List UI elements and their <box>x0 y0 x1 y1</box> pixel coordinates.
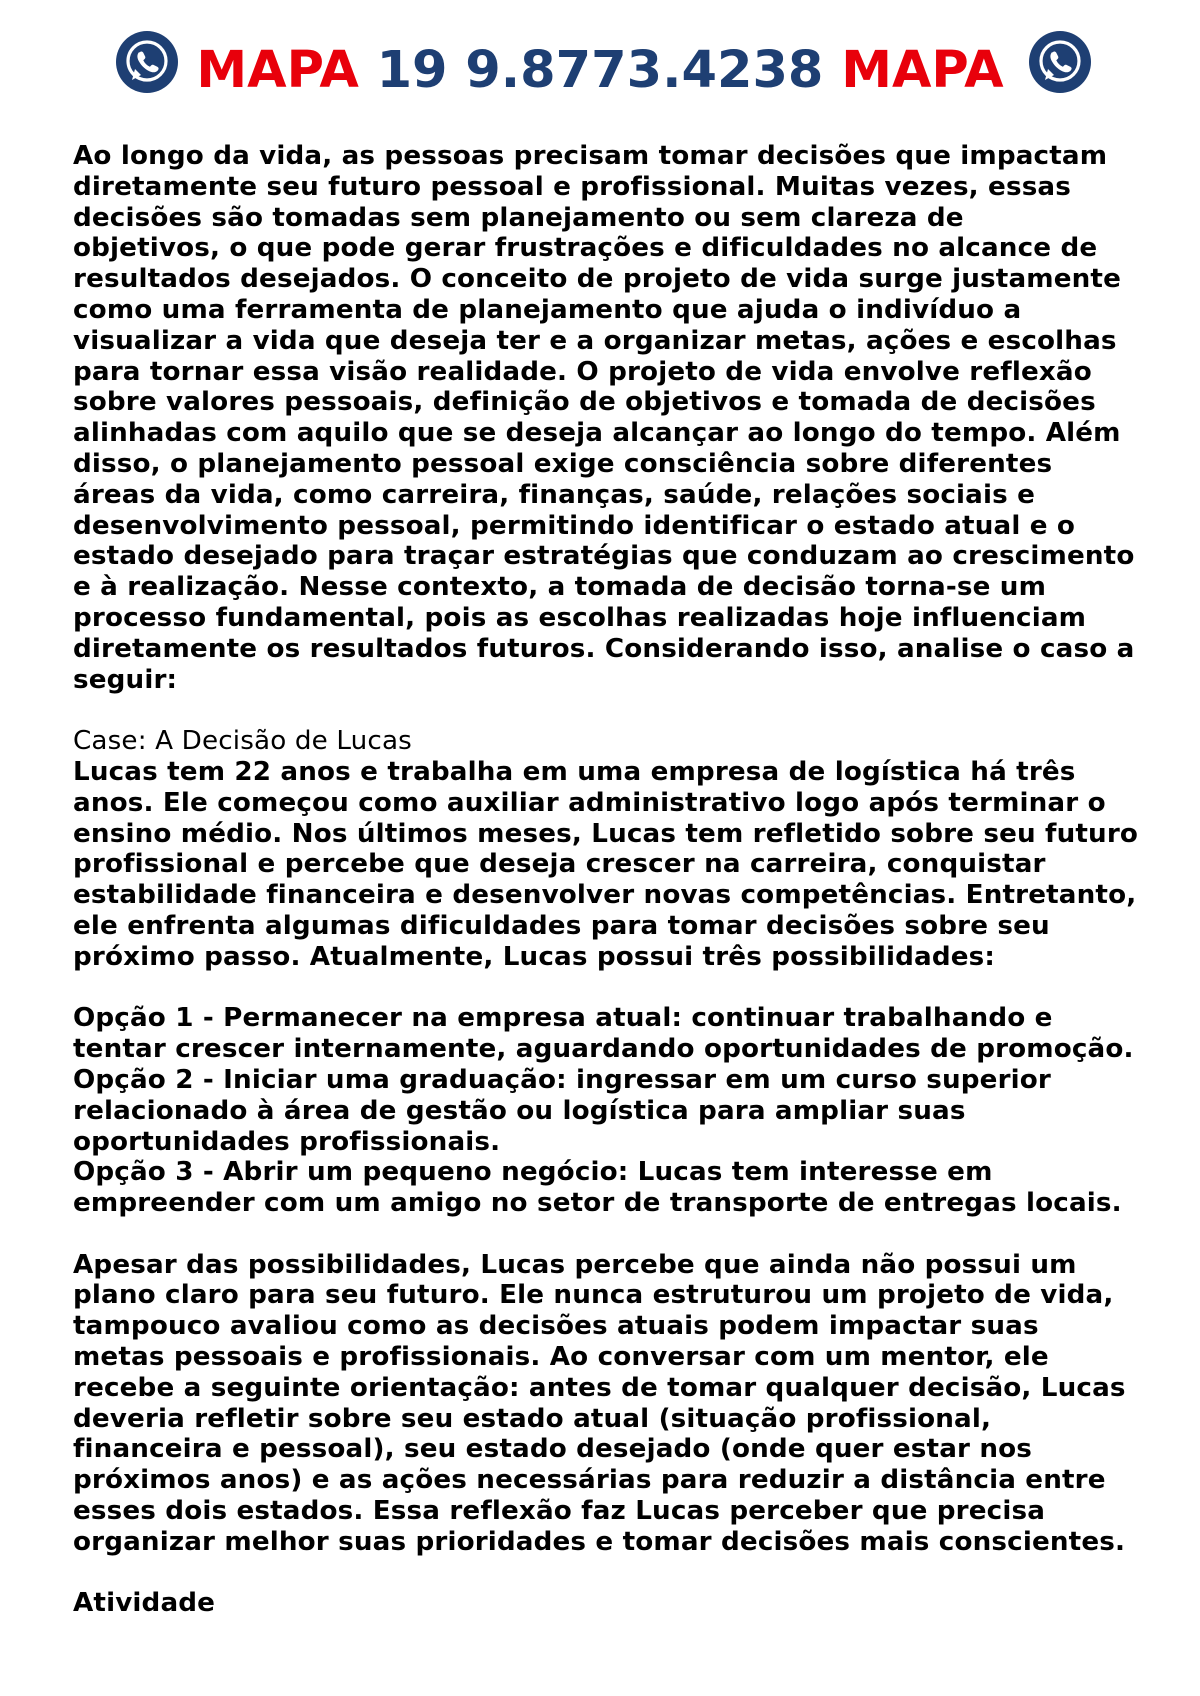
paragraph-gap <box>73 695 1163 726</box>
text-line: Ao longo da vida, as pessoas precisam tomar decisões que impactam <box>73 141 1108 171</box>
header-phone: 19 9.8773.4238 <box>376 41 824 100</box>
text-line: profissional e percebe que deseja crescer na carreira, conquistar <box>73 849 1046 880</box>
text-line: deveria refletir sobre seu estado atual (situação profissional, <box>73 1403 992 1434</box>
case-title: Case: A Decisão de Lucas <box>73 726 412 757</box>
whatsapp-icon <box>1028 30 1092 94</box>
text-line: Opção 1 - Permanecer na empresa atual: continuar trabalhando e <box>73 1003 1053 1034</box>
text-line: e à realização. Nesse contexto, a tomada de decisão torna-se um <box>73 572 1047 603</box>
activity-title: Atividade <box>73 1588 216 1619</box>
text-line: anos. Ele começou como auxiliar administrativo logo após terminar o <box>73 787 1106 818</box>
text-line: diretamente seu futuro pessoal e profissional. Muitas vezes, essas <box>73 171 1071 202</box>
header-title <box>0 40 1200 102</box>
text-line: visualizar a vida que deseja ter e a organizar metas, ações e escolhas <box>73 325 1117 356</box>
text-line: empreender com um amigo no setor de transporte de entregas locais. <box>73 1188 1122 1219</box>
text-line: disso, o planejamento pessoal exige consciência sobre diferentes <box>73 448 1053 479</box>
paragraph-gap <box>73 1219 1163 1250</box>
text-line: áreas da vida, como carreira, finanças, saúde, relações sociais e <box>73 479 1036 510</box>
text-line: próximo passo. Atualmente, Lucas possui três possibilidades: <box>73 941 995 972</box>
text-line: objetivos, o que pode gerar frustrações e dificuldades no alcance de <box>73 233 1098 264</box>
text-line: esses dois estados. Essa reflexão faz Lucas perceber que precisa <box>73 1496 1046 1527</box>
conclusion-paragraph <box>73 1250 1163 1558</box>
text-line: como uma ferramenta de planejamento que ajuda o indivíduo a <box>73 294 1022 325</box>
text-line: estabilidade financeira e desenvolver novas competências. Entretanto, <box>73 880 1137 911</box>
document-body <box>73 141 1163 1619</box>
text-line: para tornar essa visão realidade. O projeto de vida envolve reflexão <box>73 356 1092 387</box>
text-line: alinhadas com aquilo que se deseja alcançar ao longo do tempo. Além <box>73 418 1121 449</box>
page-header <box>0 22 1200 122</box>
text-line: sobre valores pessoais, definição de objetivos e tomada de decisões <box>73 387 1096 418</box>
text-line: Lucas tem 22 anos e trabalha em uma empresa de logística há três <box>73 756 1076 787</box>
text-line: tampouco avaliou como as decisões atuais podem impactar suas <box>73 1311 1039 1342</box>
text-line: relacionado à área de gestão ou logística para ampliar suas <box>73 1095 966 1126</box>
text-line: decisões são tomadas sem planejamento ou sem clareza de <box>73 202 964 233</box>
text-line: próximos anos) e as ações necessárias para reduzir a distância entre <box>73 1465 1106 1496</box>
text-line: oportunidades profissionais. <box>73 1126 501 1157</box>
intro-paragraph <box>73 141 1163 695</box>
text-line: ensino médio. Nos últimos meses, Lucas tem refletido sobre seu futuro <box>73 818 1139 849</box>
text-line: resultados desejados. O conceito de projeto de vida surge justamente <box>73 264 1122 295</box>
text-line: estado desejado para traçar estratégias que conduzam ao crescimento <box>73 541 1135 572</box>
text-line: tentar crescer internamente, aguardando oportunidades de promoção. <box>73 1034 1134 1065</box>
text-line: ele enfrenta algumas dificuldades para tomar decisões sobre seu <box>73 910 1050 941</box>
text-line: Opção 2 - Iniciar uma graduação: ingressar em um curso superior <box>73 1064 1051 1095</box>
paragraph-gap <box>73 1558 1163 1589</box>
text-line: seguir: <box>73 664 178 695</box>
text-line: metas pessoais e profissionais. Ao conversar com um mentor, ele <box>73 1342 1049 1373</box>
case-section <box>73 726 1163 972</box>
text-line: organizar melhor suas prioridades e tomar decisões mais conscientes. <box>73 1526 1126 1557</box>
header-right-word: MAPA <box>841 41 1004 100</box>
paragraph-gap <box>73 973 1163 1004</box>
text-line: desenvolvimento pessoal, permitindo identificar o estado atual e o <box>73 510 1076 541</box>
text-line: Apesar das possibilidades, Lucas percebe que ainda não possui um <box>73 1249 1077 1280</box>
text-line: Opção 3 - Abrir um pequeno negócio: Lucas tem interesse em <box>73 1157 993 1188</box>
text-line: financeira e pessoal), seu estado desejado (onde quer estar nos <box>73 1434 1033 1465</box>
options-section <box>73 1003 1163 1219</box>
text-line: processo fundamental, pois as escolhas realizadas hoje influenciam <box>73 602 1087 633</box>
text-line: diretamente os resultados futuros. Considerando isso, analise o caso a <box>73 633 1135 664</box>
text-line: plano claro para seu futuro. Ele nunca estruturou um projeto de vida, <box>73 1280 1114 1311</box>
text-line: recebe a seguinte orientação: antes de tomar qualquer decisão, Lucas <box>73 1372 1126 1403</box>
header-left-word: MAPA <box>196 41 359 100</box>
